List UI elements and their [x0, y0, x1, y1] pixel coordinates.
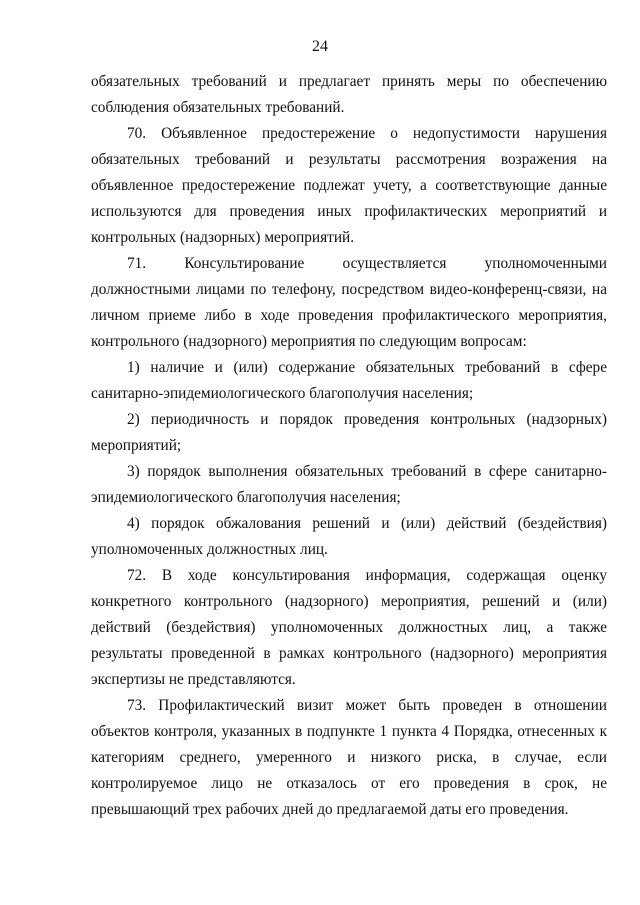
list-item-2: 2) периодичность и порядок проведения контрольных (надзорных) мероприятий;	[91, 411, 607, 454]
list-item-3: 3) порядок выполнения обязательных требований в сфере санитарно-эпидемиологического благополучия населения;	[91, 463, 607, 506]
list-item-4: 4) порядок обжалования решений и (или) действий (бездействия) уполномоченных должностных лиц.	[91, 515, 607, 558]
page-number: 24	[312, 38, 328, 55]
paragraph-70: 70. Объявленное предостережение о недопустимости нарушения обязательных требований и результаты рассмотрения возражения на объявленное предостережение подлежат учету, а соответствующие данные используются для проведения иных профилактических мероприятий и контрольных (надзорных) мероприятий.	[91, 125, 607, 246]
paragraph-73: 73. Профилактический визит может быть проведен в отношении объектов контроля, указанных в подпункте 1 пункта 4 Порядка, отнесенных к категориям среднего, умеренного и низкого риска, в случае, если контролируемое лицо не отказалось от его проведения в срок, не превышающий трех рабочих дней до предлагаемой даты его проведения.	[91, 697, 607, 818]
list-item-1: 1) наличие и (или) содержание обязательных требований в сфере санитарно-эпидемиологического благополучия населения;	[91, 359, 607, 402]
paragraph-71: 71. Консультирование осуществляется уполномоченными должностными лицами по телефону, посредством видео-конференц-связи, на личном приеме либо в ходе проведения профилактического мероприятия, контрольного (надзорного) мероприятия по следующим вопросам:	[91, 255, 607, 350]
paragraph-continuation: обязательных требований и предлагает принять меры по обеспечению соблюдения обязательных требований.	[91, 73, 607, 116]
paragraph-72: 72. В ходе консультирования информация, содержащая оценку конкретного контрольного (надзорного) мероприятия, решений и (или) действий (бездействия) уполномоченных должностных лиц, а также результаты проведенной в рамках контрольного (надзорного) мероприятия экспертизы не представляются.	[91, 567, 607, 688]
document-body	[91, 69, 607, 823]
